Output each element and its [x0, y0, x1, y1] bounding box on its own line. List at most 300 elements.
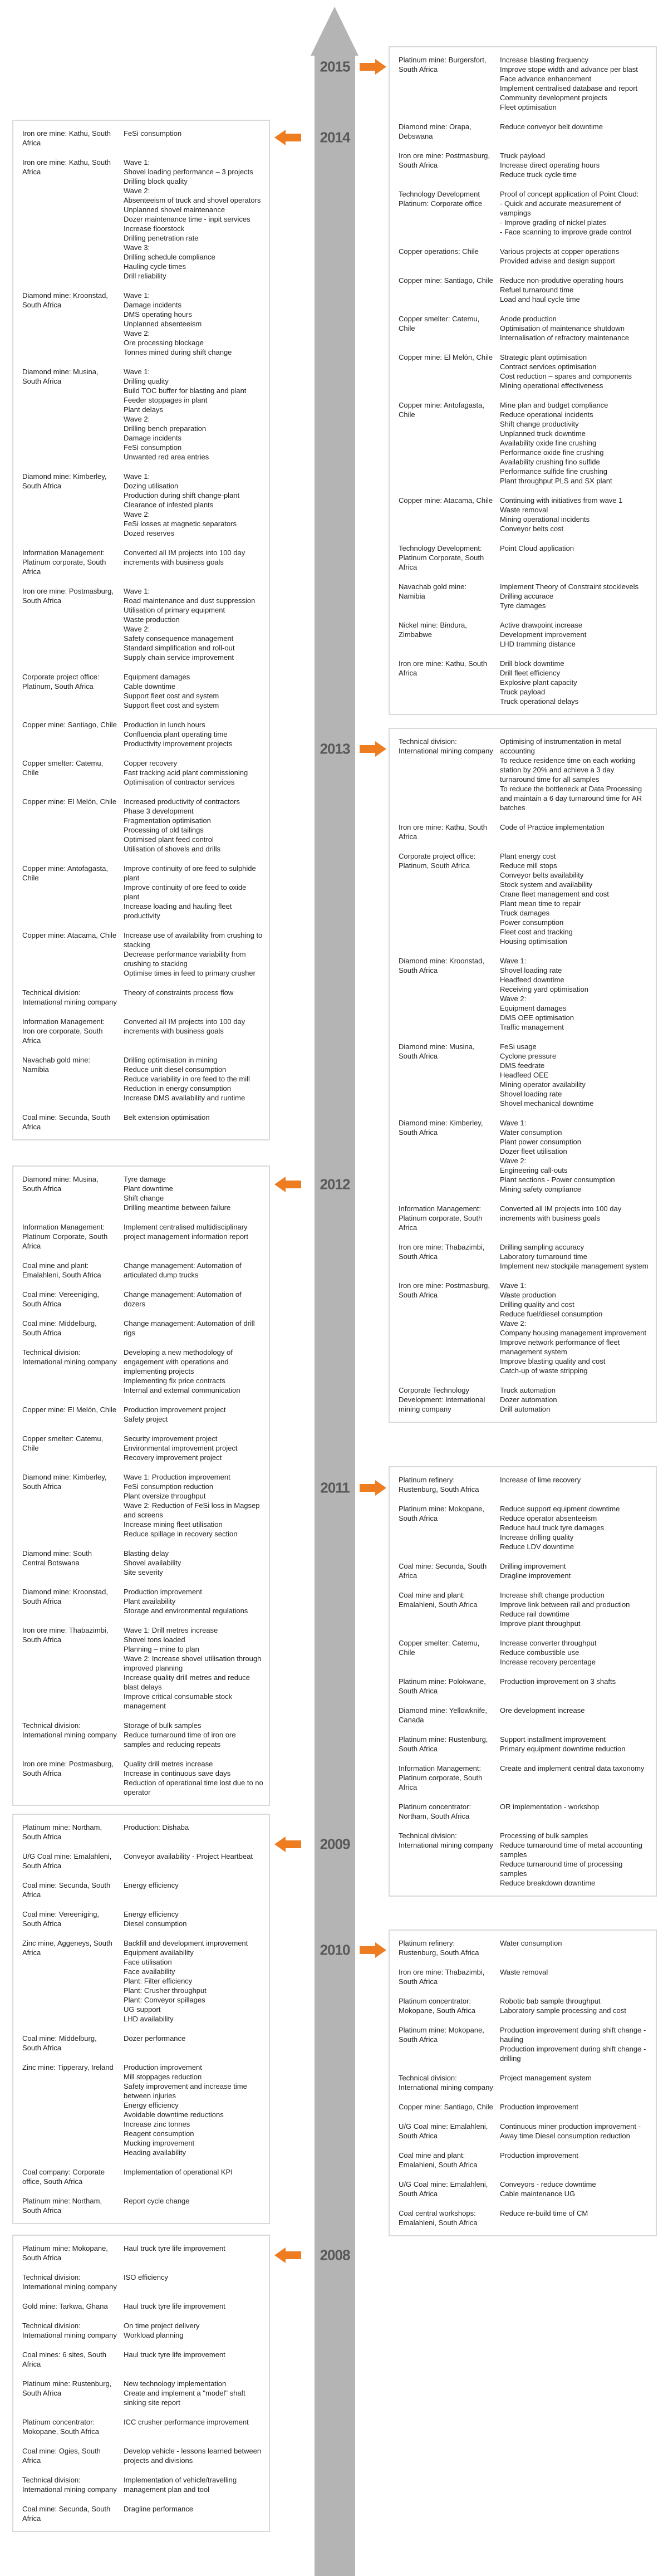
- initiative-item: Support fleet cost and system: [124, 701, 219, 709]
- initiative-row: [22, 2301, 263, 2311]
- organisation-label: Coal mine: Middelburg, South Africa: [22, 1319, 97, 1337]
- initiative-item: Production during shift change-plant: [124, 491, 240, 499]
- initiative-list: [124, 2063, 263, 2157]
- initiative-item: Drilling block quality: [124, 177, 188, 185]
- initiative-item: Production in lunch hours: [124, 721, 205, 729]
- year-group-box-2013: [389, 728, 657, 1423]
- initiative-row: [399, 956, 650, 1032]
- initiative-item: Shovel mechanical downtime: [500, 1099, 594, 1108]
- initiative-list: [500, 151, 650, 179]
- initiative-item: Mine plan and budget compliance: [500, 401, 608, 409]
- organisation-label: Corporate project office: Platinum, South Africa: [22, 673, 100, 690]
- initiative-row: [399, 1385, 650, 1414]
- initiative-item: Truck operational delays: [500, 697, 579, 706]
- initiative-item: Reduce breakdown downtime: [500, 1879, 596, 1887]
- organisation-label: Coal mine: Secunda, South Africa: [399, 1562, 487, 1580]
- initiative-row: [22, 988, 263, 1007]
- initiative-item: Tyre damages: [500, 601, 546, 610]
- initiative-item: Reduction of operational time lost due to no operator: [124, 1779, 263, 1796]
- initiative-row: [22, 2063, 263, 2157]
- initiative-item: To reduce residence time on each working station by 20% and achieve a 3 day turnaround time for all samples: [500, 756, 636, 783]
- initiative-row: [22, 2475, 263, 2494]
- initiative-row: [399, 2122, 650, 2141]
- initiative-item: Planning – mine to plan: [124, 1645, 199, 1653]
- initiative-item: Wave 1:: [124, 291, 150, 300]
- initiative-item: Implementing fix price contracts: [124, 1377, 225, 1385]
- initiative-item: Project management system: [500, 2074, 592, 2082]
- initiative-list: [500, 314, 650, 342]
- initiative-item: Reduce unit diesel consumption: [124, 1065, 227, 1074]
- organisation-label: Technology Development: Platinum Corporate, South Africa: [399, 544, 484, 571]
- initiative-item: Wave 2:: [124, 415, 150, 423]
- initiative-item: Plant: Crusher throughput: [124, 1986, 207, 1995]
- initiative-row: [22, 2034, 263, 2053]
- initiative-item: Wave 1: Drill metres increase: [124, 1626, 218, 1634]
- year-group-box-2014: [12, 120, 270, 1140]
- initiative-item: LHD availability: [124, 2015, 174, 2023]
- initiative-item: Reduce support equipment downtime: [500, 1505, 620, 1513]
- initiative-row: [22, 548, 263, 576]
- initiative-item: Reduce variability in ore feed to the mill: [124, 1075, 250, 1083]
- initiative-item: Reduce conveyor belt downtime: [500, 123, 603, 131]
- initiative-item: Shovel availability: [124, 1559, 181, 1567]
- initiative-item: FeSi consumption reduction: [124, 1482, 214, 1491]
- initiative-item: Reduce operator absenteeism: [500, 1514, 597, 1522]
- initiative-list: [124, 367, 263, 462]
- initiative-item: Fleet optimisation: [500, 103, 557, 111]
- initiative-item: Increase in continuous save days: [124, 1769, 231, 1777]
- initiative-item: Shovel loading performance – 3 projects: [124, 168, 253, 176]
- initiative-list: [124, 1348, 263, 1395]
- initiative-row: [399, 851, 650, 946]
- organisation-label: Diamond mine: Kroonstad, South Africa: [399, 957, 484, 974]
- initiative-item: Drilling accurace: [500, 592, 554, 600]
- initiative-item: Belt extension optimisation: [124, 1113, 210, 1122]
- year-arrow-icon: [286, 1840, 301, 1848]
- initiative-list: [500, 2073, 650, 2092]
- initiative-item: Haul truck tyre life improvement: [124, 2244, 225, 2252]
- initiative-list: [500, 1042, 650, 1108]
- initiative-list: [124, 1587, 263, 1615]
- initiative-item: Production improvement project: [124, 1405, 226, 1414]
- initiative-item: Storage and environmental regulations: [124, 1607, 248, 1615]
- initiative-item: Drill reliability: [124, 272, 166, 280]
- initiative-row: [22, 1174, 263, 1212]
- initiative-row: [22, 1348, 263, 1395]
- initiative-item: Mining operator availability: [500, 1080, 586, 1089]
- initiative-row: [399, 1242, 650, 1271]
- initiative-item: Production improvement during shift change - drilling: [500, 2045, 646, 2063]
- initiative-row: [399, 276, 650, 304]
- initiative-item: FeSi losses at magnetic separators: [124, 520, 237, 528]
- initiative-list: [124, 1261, 263, 1280]
- initiative-row: [399, 1504, 650, 1551]
- organisation-label: Technical division: International mining company: [22, 2476, 117, 2494]
- initiative-row: [399, 55, 650, 112]
- year-arrow-icon: [286, 1181, 301, 1188]
- initiative-row: [399, 1764, 650, 1792]
- initiative-item: Quality drill metres increase: [124, 1760, 213, 1768]
- initiative-row: [22, 2196, 263, 2215]
- initiative-item: Laboratory sample processing and cost: [500, 2006, 626, 2015]
- organisation-label: Copper mine: El Melón, Chile: [22, 797, 117, 806]
- organisation-label: Diamond mine: Orapa, Debswana: [399, 123, 471, 140]
- initiative-row: [399, 1475, 650, 1494]
- year-label: 2012: [320, 1176, 350, 1193]
- initiative-item: Headfeed downtime: [500, 976, 564, 984]
- initiative-row: [22, 2446, 263, 2465]
- organisation-label: Diamond mine: Kimberley, South Africa: [22, 472, 107, 490]
- initiative-item: Reduce re-build time of CM: [500, 2209, 588, 2217]
- initiative-item: Mucking improvement: [124, 2139, 195, 2147]
- initiative-list: [500, 737, 650, 812]
- initiative-list: [124, 2350, 263, 2369]
- initiative-list: [124, 2475, 263, 2494]
- initiative-item: Waste production: [500, 1291, 556, 1299]
- organisation-label: Iron ore mine: Postmasburg, South Africa: [22, 1760, 114, 1777]
- initiative-item: Wave 1:: [124, 158, 150, 166]
- initiative-item: Optimisation of contractor services: [124, 778, 235, 786]
- initiative-list: [124, 158, 263, 281]
- initiative-row: [399, 2151, 650, 2169]
- initiative-item: Wave 1:: [124, 368, 150, 376]
- initiative-list: [500, 956, 650, 1032]
- initiative-row: [399, 400, 650, 486]
- organisation-label: Zinc mine: Tipperary, Ireland: [22, 2063, 114, 2071]
- initiative-item: Cable maintenance UG: [500, 2190, 576, 2198]
- initiative-item: Processing of old tailings: [124, 826, 204, 834]
- initiative-item: Reduce spillage in recovery section: [124, 1530, 238, 1538]
- initiative-item: Report cycle change: [124, 2197, 190, 2205]
- organisation-label: Information Management: Platinum corporate, South Africa: [22, 548, 106, 576]
- initiative-row: [22, 1587, 263, 1615]
- initiative-row: [399, 543, 650, 572]
- initiative-item: Reduce haul truck tyre damages: [500, 1524, 605, 1532]
- initiative-item: Support fleet cost and system: [124, 692, 219, 700]
- initiative-row: [22, 720, 263, 748]
- initiative-item: Power consumption: [500, 918, 564, 927]
- initiative-list: [500, 189, 650, 237]
- initiative-row: [22, 1759, 263, 1797]
- organisation-label: Diamond mine: Musina, South Africa: [22, 1175, 99, 1193]
- organisation-label: Coal mine: Secunda, South Africa: [22, 1113, 111, 1131]
- initiative-row: [399, 737, 650, 812]
- initiative-row: [22, 472, 263, 538]
- initiative-item: Change management: Automation of articulated dump trucks: [124, 1261, 242, 1279]
- initiative-item: Shift change productivity: [500, 420, 579, 428]
- initiative-list: [124, 1017, 263, 1045]
- organisation-label: Coal mine: Middelburg, South Africa: [22, 2034, 97, 2052]
- initiative-row: [22, 1113, 263, 1132]
- year-arrow-icon: [286, 134, 301, 141]
- initiative-item: Wave 2:: [124, 187, 150, 195]
- organisation-label: Diamond mine: South Central Botswana: [22, 1549, 92, 1567]
- organisation-label: Platinum mine: Burgersfort, South Africa: [399, 56, 487, 74]
- initiative-row: [399, 1938, 650, 1957]
- initiative-list: [500, 2025, 650, 2063]
- organisation-label: Coal company: Corporate office, South Africa: [22, 2168, 105, 2186]
- initiative-item: Community development projects: [500, 94, 607, 102]
- initiative-item: Production improvement: [124, 1588, 202, 1596]
- initiative-item: DMS feedrate: [500, 1061, 545, 1070]
- initiative-item: Various projects at copper operations: [500, 247, 620, 256]
- initiative-item: Increase of lime recovery: [500, 1476, 581, 1484]
- initiative-list: [500, 1996, 650, 2015]
- initiative-row: [399, 1638, 650, 1667]
- initiative-list: [124, 472, 263, 538]
- initiative-row: [22, 1823, 263, 1842]
- initiative-item: Feeder stoppages in plant: [124, 396, 208, 404]
- initiative-item: Wave 1:: [500, 1119, 527, 1127]
- initiative-item: Equipment damages: [500, 1004, 567, 1012]
- initiative-item: Face advance enhancement: [500, 75, 592, 83]
- organisation-label: Copper smelter: Catemu, Chile: [22, 1434, 104, 1452]
- initiative-item: Cyclone pressure: [500, 1052, 557, 1060]
- initiative-item: Drilling meantime between failure: [124, 1203, 231, 1212]
- initiative-item: Hauling cycle times: [124, 262, 186, 271]
- initiative-list: [500, 822, 650, 841]
- initiative-item: Equipment availability: [124, 1948, 194, 1957]
- organisation-label: Technical division: International mining company: [399, 737, 493, 755]
- initiative-item: UG support: [124, 2005, 161, 2014]
- initiative-item: Improve critical consumable stock management: [124, 1692, 233, 1710]
- initiative-item: Mining operational incidents: [500, 515, 590, 523]
- organisation-label: Platinum mine: Rustenburg, South Africa: [399, 1735, 488, 1753]
- initiative-item: Improve network performance of fleet management system: [500, 1338, 620, 1356]
- initiative-item: FeSi usage: [500, 1042, 537, 1051]
- organisation-label: Diamond mine: Kroonstad, South Africa: [22, 1588, 108, 1605]
- initiative-list: [124, 1319, 263, 1338]
- initiative-row: [399, 822, 650, 841]
- initiative-item: Increase use of availability from crushing to stacking: [124, 931, 263, 949]
- organisation-label: Copper mine: El Melón, Chile: [399, 353, 493, 361]
- year-arrow-icon: [360, 63, 375, 71]
- initiative-list: [500, 1706, 650, 1725]
- year-label: 2015: [320, 58, 350, 75]
- organisation-label: Coal mine and plant: Emalahleni, South Africa: [399, 1591, 478, 1609]
- initiative-item: Production improvement: [500, 2151, 578, 2159]
- initiative-item: Mining operational effectiveness: [500, 381, 603, 390]
- initiative-item: Site severity: [124, 1568, 163, 1576]
- initiative-item: Haul truck tyre life improvement: [124, 2302, 225, 2310]
- initiative-item: Energy efficiency: [124, 2101, 179, 2109]
- initiative-list: [500, 1204, 650, 1232]
- organisation-label: Diamond mine: Kimberley, South Africa: [22, 1473, 107, 1491]
- initiative-item: Processing of bulk samples: [500, 1831, 588, 1840]
- initiative-item: Dragline improvement: [500, 1571, 571, 1580]
- initiative-item: Conveyors - reduce downtime: [500, 2180, 596, 2188]
- organisation-label: Coal mine: Vereeniging, South Africa: [22, 1910, 100, 1928]
- initiative-item: OR implementation - workshop: [500, 1803, 600, 1811]
- organisation-label: Platinum mine: Rustenburg, South Africa: [22, 2379, 112, 2397]
- organisation-label: Diamond mine: Yellowknife, Canada: [399, 1706, 487, 1724]
- initiative-item: Improve continuity of ore feed to sulphide plant: [124, 864, 256, 882]
- initiative-item: Increase quality drill metres and reduce blast delays: [124, 1673, 250, 1691]
- initiative-item: FeSi consumption: [124, 443, 182, 452]
- initiative-item: Wave 1:: [124, 472, 150, 481]
- organisation-label: Platinum refinery: Rustenburg, South Africa: [399, 1476, 479, 1493]
- organisation-label: Zinc mine, Aggeneys, South Africa: [22, 1939, 112, 1957]
- initiative-list: [500, 247, 650, 266]
- initiative-item: Improve link between rail and production: [500, 1600, 630, 1609]
- initiative-item: Change management: Automation of drill rigs: [124, 1319, 255, 1337]
- initiative-list: [124, 586, 263, 662]
- initiative-item: Phase 3 development: [124, 807, 194, 815]
- initiative-item: Truck automation: [500, 1386, 556, 1394]
- initiative-item: Damage incidents: [124, 434, 182, 442]
- initiative-item: Wave 1:: [124, 587, 150, 595]
- initiative-item: Wave 2:: [124, 329, 150, 337]
- initiative-item: Change management: Automation of dozers: [124, 1290, 242, 1308]
- initiative-item: Stock system and availability: [500, 880, 593, 889]
- initiative-row: [22, 2167, 263, 2186]
- initiative-item: Implement Theory of Constraint stocklevels: [500, 582, 639, 591]
- initiative-list: [500, 620, 650, 649]
- year-arrow-icon: [360, 745, 375, 753]
- initiative-list: [124, 2167, 263, 2186]
- initiative-item: Recovery improvement project: [124, 1453, 222, 1462]
- initiative-list: [124, 2504, 263, 2523]
- initiative-item: Develop vehicle - lessons learned between projects and divisions: [124, 2447, 262, 2465]
- initiative-item: Heading availability: [124, 2148, 186, 2157]
- initiative-item: Engineering call-outs: [500, 1166, 568, 1174]
- year-label: 2010: [320, 1941, 350, 1958]
- organisation-label: Iron ore mine: Kathu, South Africa: [22, 158, 111, 176]
- initiative-item: Safety improvement and increase time between injuries: [124, 2082, 247, 2100]
- initiative-item: Confluencia plant operating time: [124, 730, 228, 738]
- initiative-item: Improve blasting quality and cost: [500, 1357, 606, 1365]
- initiative-item: Continuing with initiatives from wave 1: [500, 496, 623, 505]
- initiative-list: [500, 582, 650, 610]
- initiative-item: Plant power consumption: [500, 1138, 581, 1146]
- organisation-label: Copper mine: Antofagasta, Chile: [399, 401, 484, 419]
- initiative-list: [500, 1590, 650, 1628]
- organisation-label: Coal mine: Ogies, South Africa: [22, 2447, 101, 2465]
- organisation-label: Corporate project office: Platinum, South Africa: [399, 852, 476, 870]
- initiative-item: Dozer maintenance time - inpit services: [124, 215, 250, 223]
- initiative-item: Standard simplification and roll-out: [124, 644, 235, 652]
- initiative-list: [124, 2446, 263, 2465]
- initiative-item: Increase recovery percentage: [500, 1658, 596, 1666]
- initiative-item: Wave 1:: [500, 1281, 527, 1290]
- initiative-row: [399, 2025, 650, 2063]
- initiative-item: Dozer performance: [124, 2034, 186, 2043]
- initiative-row: [399, 2073, 650, 2092]
- initiative-list: [500, 2180, 650, 2198]
- organisation-label: Copper smelter: Catemu, Chile: [399, 1639, 480, 1657]
- initiative-item: Avoidable downtime reductions: [124, 2110, 224, 2119]
- initiative-row: [399, 1561, 650, 1580]
- initiative-item: Catch-up of waste stripping: [500, 1367, 588, 1375]
- initiative-item: Unplanned truck downtime: [500, 429, 586, 438]
- initiative-list: [500, 122, 650, 141]
- initiative-item: Plant mean time to repair: [500, 899, 581, 908]
- initiative-item: Continuous miner production improvement - Away time Diesel consumption reduction: [500, 2122, 641, 2140]
- initiative-item: Energy efficiency: [124, 1910, 179, 1918]
- organisation-label: Iron ore mine: Kathu, South Africa: [399, 659, 487, 677]
- initiative-row: [22, 1290, 263, 1309]
- initiative-list: [124, 1721, 263, 1749]
- initiative-item: Dragline performance: [124, 2505, 194, 2513]
- organisation-label: Platinum mine: Polokwane, South Africa: [399, 1677, 486, 1695]
- organisation-label: Navachab gold mine: Namibia: [399, 582, 467, 600]
- initiative-item: Receiving yard optimisation: [500, 985, 588, 993]
- organisation-label: Platinum mine: Mokopane, South Africa: [22, 2244, 108, 2262]
- initiative-list: [500, 2151, 650, 2169]
- initiative-row: [399, 1967, 650, 1986]
- initiative-item: Company housing management improvement: [500, 1329, 647, 1337]
- initiative-item: Theory of constraints process flow: [124, 988, 234, 997]
- organisation-label: Copper smelter: Catemu, Chile: [22, 759, 104, 777]
- organisation-label: Coal central workshops: Emalahleni, South Africa: [399, 2209, 478, 2227]
- initiative-row: [22, 1721, 263, 1749]
- initiative-item: Drilling quality and cost: [500, 1300, 574, 1309]
- initiative-list: [500, 1504, 650, 1551]
- initiative-row: [399, 620, 650, 649]
- organisation-label: Copper smelter: Catemu, Chile: [399, 315, 480, 332]
- initiative-list: [500, 1475, 650, 1494]
- initiative-item: Fleet cost and tracking: [500, 928, 573, 936]
- initiative-item: Strategic plant optimisation: [500, 353, 587, 361]
- initiative-list: [124, 672, 263, 710]
- initiative-item: - Face scanning to improve grade control: [500, 228, 632, 236]
- initiative-item: Laboratory turnaround time: [500, 1252, 587, 1261]
- initiative-row: [22, 1938, 263, 2024]
- organisation-label: Diamond mine: Musina, South Africa: [399, 1042, 475, 1060]
- initiative-item: Increase DMS availability and runtime: [124, 1094, 245, 1102]
- organisation-label: Iron ore mine: Thabazimbi, South Africa: [22, 1626, 109, 1644]
- initiative-item: Wave 2:: [124, 510, 150, 518]
- initiative-item: Wave 2:: [500, 1319, 527, 1328]
- organisation-label: Iron ore mine: Postmasburg, South Africa: [399, 1281, 490, 1299]
- initiative-item: Production improvement: [124, 2063, 202, 2071]
- initiative-item: Storage of bulk samples: [124, 1721, 202, 1730]
- initiative-item: Crane fleet management and cost: [500, 890, 609, 898]
- initiative-row: [399, 2208, 650, 2227]
- initiative-item: Optimise times in feed to primary crusher: [124, 969, 256, 977]
- initiative-item: Implementation of vehicle/travelling management plan and tool: [124, 2476, 237, 2494]
- initiative-row: [22, 291, 263, 357]
- initiative-list: [124, 291, 263, 357]
- initiative-item: Fast tracking acid plant commissioning: [124, 768, 248, 777]
- initiative-item: Fragmentation optimisation: [124, 816, 211, 825]
- initiative-list: [124, 988, 263, 1007]
- initiative-item: Support installment improvement: [500, 1735, 606, 1744]
- initiative-list: [124, 931, 263, 978]
- initiative-item: Plant downtime: [124, 1184, 173, 1193]
- initiative-item: Plant oversize throughput: [124, 1492, 206, 1500]
- initiative-row: [399, 151, 650, 179]
- initiative-row: [22, 2417, 263, 2436]
- initiative-item: Improve continuity of ore feed to oxide plant: [124, 883, 247, 901]
- initiative-item: Reduce combustible use: [500, 1648, 579, 1657]
- initiative-item: Performance oxide fine crushing: [500, 448, 604, 457]
- organisation-label: Platinum concentrator: Mokopane, South Africa: [399, 1997, 476, 2015]
- initiative-item: Development improvement: [500, 630, 587, 639]
- organisation-label: Platinum concentrator: Northam, South Africa: [399, 1803, 471, 1820]
- organisation-label: Technical division: International mining company: [22, 988, 117, 1006]
- initiative-item: Availability crushing fino sulfide: [500, 458, 600, 466]
- initiative-row: [22, 1625, 263, 1711]
- initiative-item: Increase shift change production: [500, 1591, 605, 1599]
- initiative-item: Point Cloud application: [500, 544, 574, 552]
- initiative-list: [124, 2379, 263, 2407]
- initiative-item: Ore development increase: [500, 1706, 585, 1715]
- organisation-label: Iron ore mine: Postmasburg, South Africa: [22, 587, 114, 605]
- initiative-item: Unplanned absenteeism: [124, 320, 202, 328]
- initiative-item: Plant: Filter efficiency: [124, 1977, 193, 1985]
- initiative-item: Optimising of instrumentation in metal accounting: [500, 737, 621, 755]
